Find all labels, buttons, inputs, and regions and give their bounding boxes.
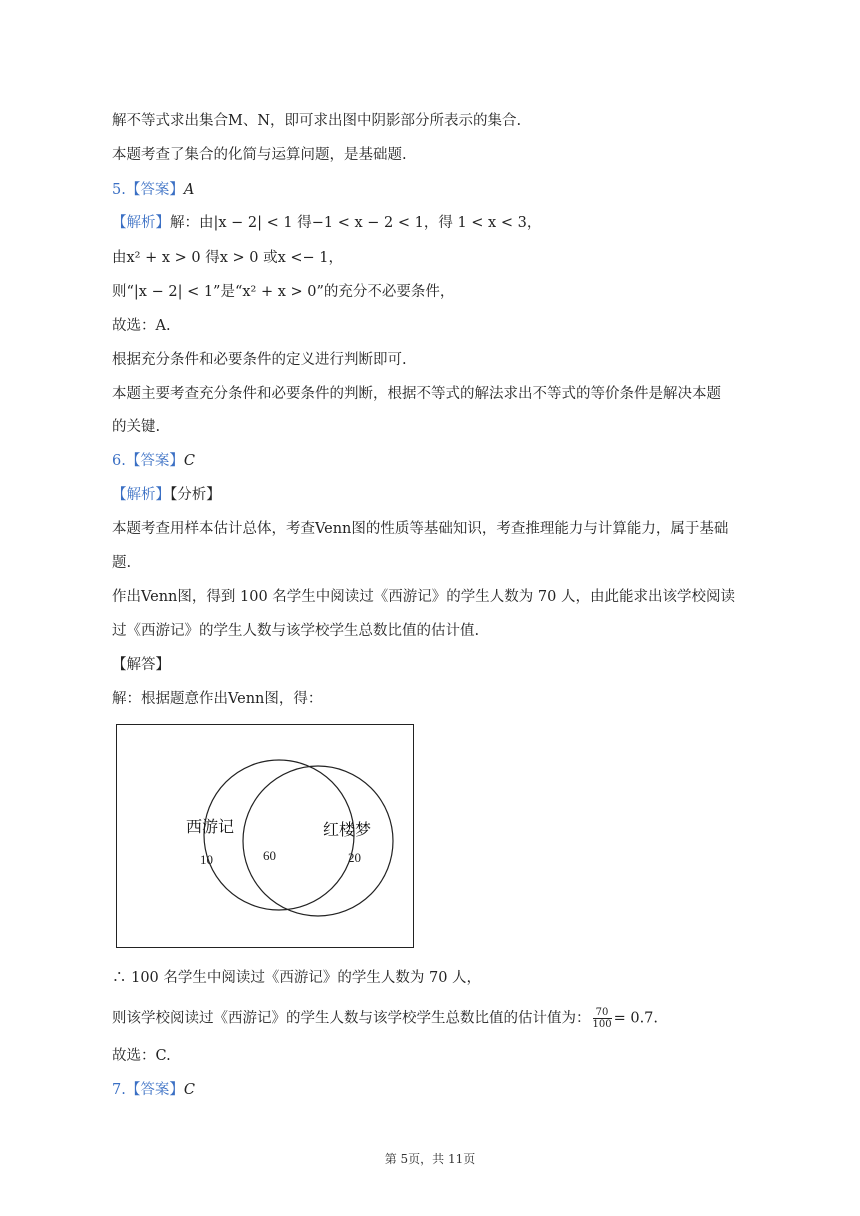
venn-right-label: 红楼梦 <box>323 822 372 839</box>
question-7-header <box>112 1080 195 1100</box>
answer-value: A <box>183 182 195 198</box>
text-line <box>112 485 221 505</box>
venn-right-value: 20 <box>348 850 361 865</box>
answer-tag: 【答案】 <box>125 182 184 198</box>
question-number: 6. <box>112 453 126 469</box>
text-line: 本题考查了集合的化简与运算问题，是基础题. <box>112 147 407 163</box>
text-line: 题. <box>112 555 132 571</box>
venn-left-value: 10 <box>200 852 213 867</box>
text-line: 解：根据题意作出Venn图，得： <box>112 691 323 707</box>
text-line: ∴ 100 名学生中阅读过《西游记》的学生人数为 70 人， <box>112 970 482 986</box>
analysis-tag: 【解析】 <box>112 487 170 503</box>
text-line <box>112 213 541 233</box>
fraction-denominator: 100 <box>592 1019 612 1030</box>
fraction-numerator: 70 <box>593 1007 612 1019</box>
fraction <box>593 1007 612 1030</box>
jieda-tag: 【解答】 <box>112 657 170 673</box>
text-line: 故选：A. <box>112 318 171 334</box>
venn-diagram <box>116 724 414 948</box>
text-line: 过《西游记》的学生人数与该学校学生总数比值的估计值. <box>112 623 480 639</box>
question-number: 5. <box>112 182 126 198</box>
analysis-tag: 【解析】 <box>112 215 170 231</box>
solution-text: 则该学校阅读过《西游记》的学生人数与该学校学生总数比值的估计值为： <box>112 1010 591 1027</box>
answer-tag: 【答案】 <box>125 1082 184 1098</box>
question-6-header <box>112 451 195 471</box>
text-line <box>112 1007 658 1030</box>
text-line: 本题考查用样本估计总体，考查Venn图的性质等基础知识，考查推理能力与计算能力，属于基础 <box>112 521 729 537</box>
venn-middle-value: 60 <box>263 848 276 863</box>
fenxi-tag: 【分析】 <box>170 487 221 503</box>
question-number: 7. <box>112 1082 126 1098</box>
answer-value: C <box>183 453 195 469</box>
venn-circle-right <box>243 766 393 916</box>
text-line: 的关键. <box>112 419 161 435</box>
answer-tag: 【答案】 <box>125 453 184 469</box>
venn-left-label: 西游记 <box>186 819 235 836</box>
text-line: 解不等式求出集合M、N，即可求出图中阴影部分所表示的集合. <box>112 113 522 129</box>
text-line: 故选：C. <box>112 1048 171 1064</box>
page-footer: 第 5页，共 11页 <box>384 1152 476 1166</box>
text-line: 由x² + x > 0 得x > 0 或x <− 1， <box>112 250 344 266</box>
text-line: 作出Venn图，得到 100 名学生中阅读过《西游记》的学生人数为 70 人，由此能求出该学校阅读 <box>112 589 735 605</box>
question-5-header <box>112 180 194 200</box>
text-line: 则“|x − 2| < 1”是“x² + x > 0”的充分不必要条件， <box>112 284 455 300</box>
text-line: 本题主要考查充分条件和必要条件的判断，根据不等式的解法求出不等式的等价条件是解决本题 <box>112 386 721 402</box>
text-line: 根据充分条件和必要条件的定义进行判断即可. <box>112 352 407 368</box>
venn-svg <box>117 725 415 949</box>
answer-value: C <box>183 1082 195 1098</box>
solution-text: 解：由|x − 2| < 1 得−1 < x − 2 < 1，得 1 < x < 3， <box>170 215 542 231</box>
solution-text: = 0.7. <box>613 1010 659 1027</box>
